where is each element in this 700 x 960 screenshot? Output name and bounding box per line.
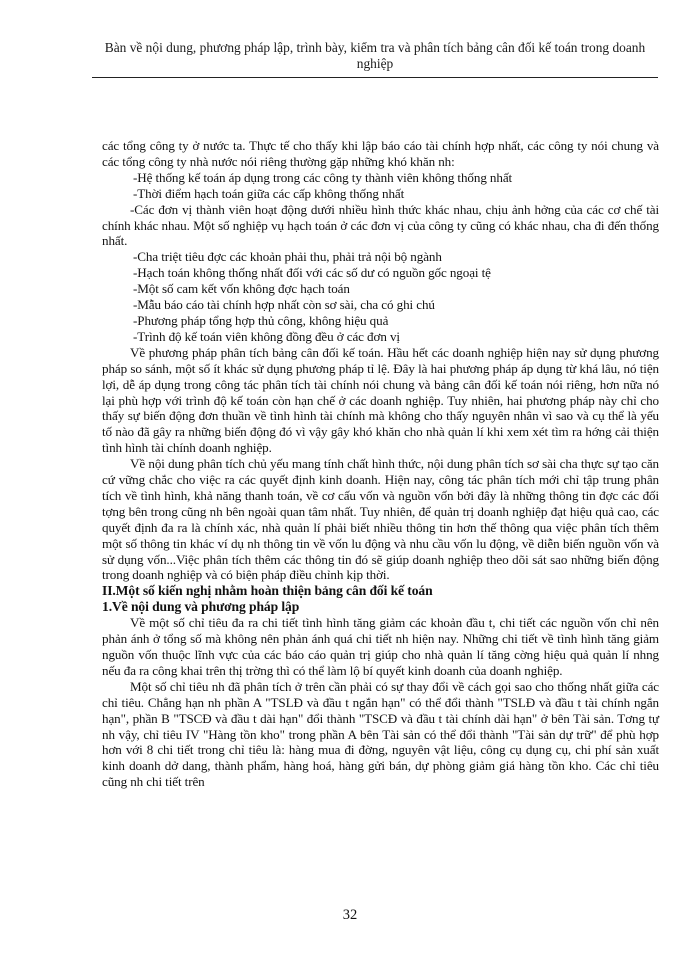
list-item: -Một số cam kết vốn không đợc hạch toán xyxy=(133,281,350,297)
paragraph-continuation: các tổng công ty ở nước ta. Thực tế cho thấy khi lập báo cáo tài chính hợp nhất, các công ty nói chung và các tổng công ty nhà nước nói riêng thường gặp những khó khăn nh: xyxy=(102,138,659,169)
section-heading: II.Một số kiến nghị nhằm hoàn thiện bảng cân đối kế toán xyxy=(102,583,433,599)
list-item: -Phương pháp tổng hợp thủ công, không hiệu quả xyxy=(133,312,389,328)
list-item: -Thời điểm hạch toán giữa các cấp không thống nhất xyxy=(133,185,405,201)
list-item: -Mẫu báo cáo tài chính hợp nhất còn sơ sài, cha có ghi chú xyxy=(133,297,435,313)
list-item: -Cha triệt tiêu đợc các khoản phải thu, phải trả nội bộ ngành xyxy=(133,249,442,265)
list-item: -Các đơn vị thành viên hoạt động dưới nhiều hình thức khác nhau, chịu ảnh hởng của các cơ chế tài chính khác nhau. Một số nghiệp vụ hạch toán ở các đơn vị của công ty cũng có khác nhau, cha đi đến thống nhất. xyxy=(102,201,659,249)
page-header xyxy=(92,40,658,72)
header-divider xyxy=(92,77,658,78)
list-item: -Trình độ kế toán viên không đồng đều ở các đơn vị xyxy=(133,328,400,344)
subsection-heading: 1.Về nội dung và phương pháp lập xyxy=(102,599,300,615)
paragraph-analysis-content: Về nội dung phân tích chủ yếu mang tính chất hình thức, nội dung phân tích sơ sài cha thực sự tạo căn cứ vững chắc cho việc ra các quyết định kinh doanh. Hiện nay, công tác phân tích mới chỉ tập trung phân tích về tình hình, khả năng thanh toán, về cơ cấu vốn và nguồn vốn bởi đây là những thông tin đợc các đối tợng bên trong cũng nh bên ngoài quan tâm nhất. Tuy nhiên, để quản trị doanh nghiệp đạt hiệu quả cao, các quyết định đa ra là chính xác, nhà quản lí phải biết nhiều thông tin hơn thế thông qua việc phân tích thêm một số thông tin khác ví dụ nh thông tin về vốn lu động và nhu cầu vốn lu động, về diễn biến nguồn vốn và sử dụng vốn...Việc phân tích thêm các thông tin đó sẽ giúp doanh nghiệp theo dõi sát sao những biến động trong doanh nghiệp và có biện pháp điều chỉnh kịp thời. xyxy=(102,456,659,583)
page-body xyxy=(102,138,659,790)
paragraph-naming: Một số chỉ tiêu nh đã phân tích ở trên cần phải có sự thay đổi về cách gọi sao cho thống nhất giữa các chỉ tiêu. Chẳng hạn nh phần A "TSLĐ và đầu t ngắn hạn" có thể đổi thành "TSLĐ và đầu t tài chính ngắn hạn", phần B "TSCĐ và đầu t dài hạn" đổi thành "TSCĐ và đầu t tài chính dài hạn" ở bên Tài sản. Tơng tự nh vậy, chỉ tiêu IV "Hàng tồn kho" trong phần A bên Tài sản có thể đổi thành "Tài sản dự trữ" để phù hợp hơn với 8 chi tiết trong chỉ tiêu là: hàng mua đi đờng, nguyên vật liệu, công cụ dụng cụ, chi phí sản xuất kinh doanh dở dang, thành phẩm, hàng hoá, hàng gửi bán, dự phòng giảm giá hàng tồn kho. Các chỉ tiêu cũng nh chi tiết trên xyxy=(102,678,659,790)
paragraph-analysis-method: Về phương pháp phân tích bảng cân đối kế toán. Hầu hết các doanh nghiệp hiện nay sử dụng phương pháp so sánh, một số ít khác sử dụng phương pháp tỉ lệ. Đây là hai phương pháp áp dụng từ khá lâu, nó tiện lợi, dễ áp dụng trong công tác phân tích tài chính nói chung và bảng cân đối kế toán nói riêng, hơn nữa nó lại phù hợp với trình độ kế toán còn hạn chế ở các doanh nghiệp. Tuy nhiên, hai phương pháp này chỉ cho thấy sự biến động đơn thuần về tình hình tài chính mà không cho thấy nguyên nhân vì sao và cụ thể là yếu tố nào đã gây ra những biến động đó vì vậy gây khó khăn cho nhà quản lí khi xem xét tìm ra hớng cải thiện tình hình tài chính doanh nghiệp. xyxy=(102,344,659,456)
paragraph-recommendation: Về một số chỉ tiêu đa ra chi tiết tình hình tăng giảm các khoản đầu t, chi tiết các nguồn vốn chỉ nên phản ánh ở tổng số mà không nên phản ánh quá chi tiết nh hiện nay. Những chi tiết về tình hình tăng giảm nguồn vốn thuộc lĩnh vực của các báo cáo quản trị giúp cho nhà quản lí tăng cờng hiệu quả quản lí nhng nếu đa ra công khai trên thị trờng thì có thể làm lộ bí quyết kinh doanh của doanh nghiệp. xyxy=(102,615,659,678)
header-title: Bàn về nội dung, phương pháp lập, trình bày, kiểm tra và phân tích bảng cân đối kế toán trong doanh nghiệp xyxy=(104,40,646,71)
list-item: -Hệ thống kế toán áp dụng trong các công ty thành viên không thống nhất xyxy=(133,169,513,185)
list-item: -Hạch toán không thống nhất đối với các số dư có nguồn gốc ngoại tệ xyxy=(133,265,491,281)
page-number: 32 xyxy=(342,907,358,923)
